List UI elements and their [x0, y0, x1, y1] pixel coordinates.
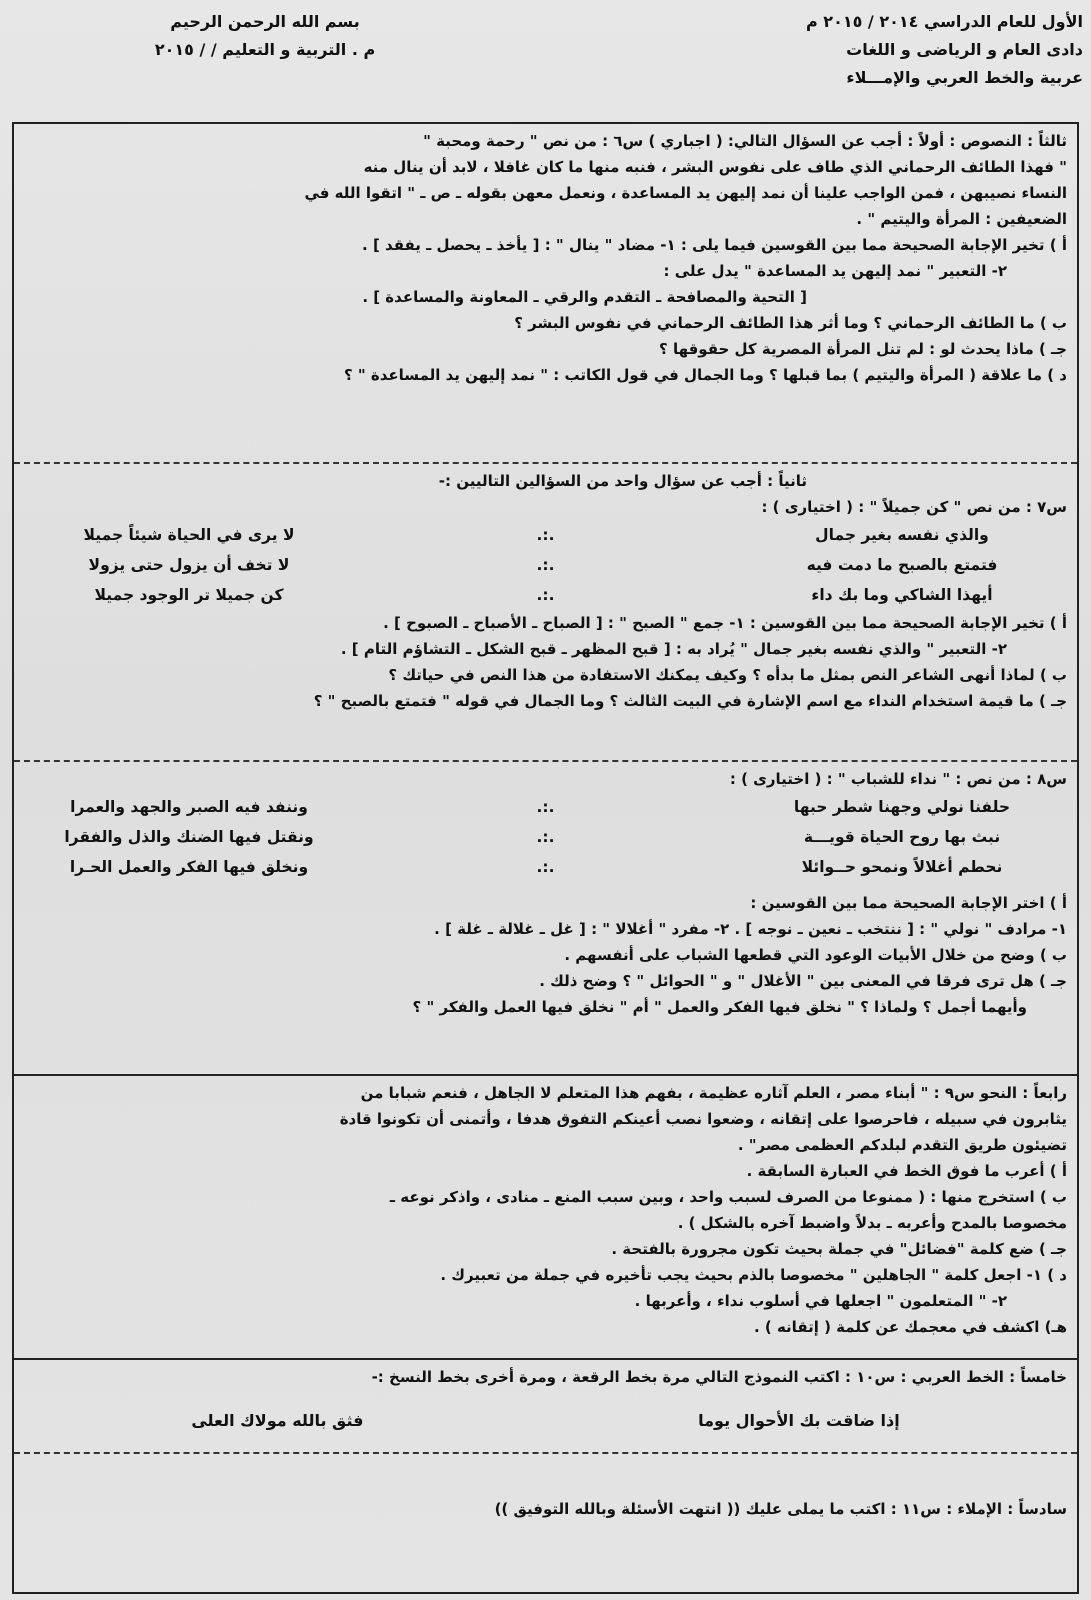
q10-verse-first-half: إذا ضاقت بك الأحوال يوما: [698, 1411, 900, 1430]
header-year-line: الأول للعام الدراسي ٢٠١٤ / ٢٠١٥ م: [806, 12, 1083, 31]
verse-separator: .:.: [536, 858, 555, 876]
q8-item-c: جـ ) هل ترى فرقا في المعنى بين " الأغلال " و " الحوائل " ؟ وضح ذلك .: [539, 972, 1067, 990]
q6-passage-line: النساء نصيبهن ، فمن الواجب علينا أن نمد إليهن يد المساعدة ، ونعمل معهن بقوله ـ ص ـ " اتقوا الله في: [304, 184, 1067, 202]
q7-verses: [24, 520, 1067, 610]
q6-item-c: جـ ) ماذا يحدث لو : لم تنل المرأة المصرية كل حقوقها ؟: [659, 340, 1067, 358]
section-q6: [14, 124, 1077, 460]
q9-item-a: أ ) أعرب ما فوق الخط في العبارة السابقة .: [746, 1162, 1067, 1180]
q9-item-c: جـ ) ضع كلمة "فضائل" في جملة بحيث تكون مجرورة بالفتحة .: [611, 1240, 1067, 1258]
section-q9: [14, 1074, 1077, 1356]
verse-second-half: وننفد فيه الصبر والجهد والعمرا: [70, 798, 308, 816]
verse-separator: .:.: [536, 828, 555, 846]
verse-first-half: نحطم أغلالاً ونمحو حــوائلا: [801, 858, 1003, 876]
verse-first-half: فتمتع بالصبح ما دمت فيه: [806, 556, 998, 574]
verse-first-half: والذي نفسه بغير جمال: [815, 526, 989, 544]
header-right: [523, 8, 1083, 92]
q10-model-verse: [24, 1404, 1067, 1438]
verse-second-half: ونخلق فيها الفكر والعمل الحـرا: [69, 858, 309, 876]
q9-item-d2: ٢- " المتعلمون " اجعلها في أسلوب نداء ، وأعربها .: [634, 1292, 1007, 1310]
q8-item-b: ب ) وضح من خلال الأبيات الوعود التي قطعها الشباب على أنفسهم .: [564, 946, 1067, 964]
q7-item-a: أ ) تخير الإجابة الصحيحة مما بين القوسين : ١- جمع " الصبح " : [ الصباح ـ الأصباح ـ الصبوح ] .: [383, 614, 1067, 632]
header-school-line: دادى العام و الرياضى و اللغات: [846, 40, 1083, 59]
q9-passage-line: تضيئون طريق التقدم لبلدكم العظمى مصر" .: [737, 1136, 1067, 1154]
q8-heading: س٨ : من نص : " نداء للشباب " : ( اختيارى ) :: [729, 770, 1067, 788]
questions-frame: [12, 122, 1079, 1594]
q8-item-a-options: ١- مرادف " نولي " : [ ننتخب ـ نعين ـ نوجه ] . ٢- مفرد " أغلالا " : [ غل ـ غلالة ـ غلة ] .: [434, 920, 1067, 938]
header-subject-line: عربية والخط العربي والإمـــلاء: [846, 68, 1083, 87]
verse-first-half: حلفنا نولي وجهنا شطر حبها: [793, 798, 1011, 816]
header-left: [100, 8, 430, 64]
q7-item-b: ب ) لماذا أنهى الشاعر النص بمثل ما بدأه ؟ وكيف يمكنك الاستفادة من هذا النص في حياتك ؟: [388, 666, 1067, 684]
q6-item-d: د ) ما علاقة ( المرأة واليتيم ) بما قبلها ؟ وما الجمال في قول الكاتب : " نمد إليهن يد المساعدة " ؟: [343, 366, 1067, 384]
q11-heading: سادساً : الإملاء : س١١ : اكتب ما يملى عليك (( انتهت الأسئلة وبالله التوفيق )): [494, 1500, 1067, 1518]
verse-separator: .:.: [536, 798, 555, 816]
section-q8: [14, 760, 1077, 1072]
q6-item-a2-options: [ التحية والمصافحة ـ التقدم والرقي ـ المعاونة والمساعدة ] .: [362, 288, 807, 306]
section-q10: [14, 1358, 1077, 1450]
verse-second-half: لا تخف أن يزول حتى يزولا: [88, 556, 290, 574]
q9-item-b: ب ) استخرج منها : ( ممنوعا من الصرف لسبب واحد ، وبين سبب المنع ـ منادى ، واذكر نوعه ـ: [389, 1188, 1067, 1206]
q6-item-a: أ ) تخير الإجابة الصحيحة مما بين القوسين فيما يلى : ١- مضاد " ينال " : [ يأخذ ـ يحصل ـ يفقد ] .: [362, 236, 1067, 254]
verse-row: [24, 792, 1067, 822]
q9-heading: رابعاً : النحو س٩ : " أبناء مصر ، العلم آثاره عظيمة ، بفهم هذا المتعلم لا الجاهل ، فنعم شبابا من: [360, 1084, 1067, 1102]
verse-first-half: أيهذا الشاكي وما بك داء: [811, 586, 993, 604]
verse-separator: .:.: [536, 526, 555, 544]
verse-second-half: ونقتل فيها الضنك والذل والفقرا: [64, 828, 314, 846]
verse-row: [24, 550, 1067, 580]
directorate-line: م . التربية و التعليم / / ٢٠١٥: [154, 40, 376, 59]
verse-second-half: كن جميلا تر الوجود جميلا: [94, 586, 284, 604]
q9-item-b2: مخصوصا بالمدح وأعربه ـ بدلاً واضبط آخره بالشكل ) .: [677, 1214, 1067, 1232]
section-q7: [14, 462, 1077, 758]
q6-item-b: ب ) ما الطائف الرحماني ؟ وما أثر هذا الطائف الرحماني في نفوس البشر ؟: [514, 314, 1067, 332]
verse-second-half: لا يرى في الحياة شيئاً جميلا: [83, 526, 295, 544]
verse-row: [24, 580, 1067, 610]
q10-heading: خامساً : الخط العربي : س١٠ : اكتب النموذج التالي مرة بخط الرقعة ، ومرة أخرى بخط النسخ :-: [371, 1368, 1067, 1386]
verse-first-half: نبث بها روح الحياة قويـــة: [803, 828, 1001, 846]
verse-row: [24, 520, 1067, 550]
q6-passage-line: الضعيفين : المرأة واليتيم " .: [856, 210, 1067, 228]
q8-verses: [24, 792, 1067, 882]
q6-heading: ثالثاً : النصوص : أولاً : أجب عن السؤال التالي: ( اجباري ) س٦ : من نص " رحمة ومحبة ": [423, 132, 1067, 150]
q7-heading: س٧ : من نص " كن جميلاً " : ( اختيارى ) :: [761, 498, 1067, 516]
q8-item-a: أ ) اختر الإجابة الصحيحة مما بين القوسين :: [750, 894, 1067, 912]
verse-row: [24, 822, 1067, 852]
q8-item-c2: وأيهما أجمل ؟ ولماذا ؟ " نخلق فيها الفكر والعمل " أم " نخلق فيها العمل والفكر " ؟: [412, 998, 1027, 1016]
verse-separator: .:.: [536, 556, 555, 574]
verse-row: [24, 852, 1067, 882]
q7-section-heading: ثانياً : أجب عن سؤال واحد من السؤالين التاليين :-: [438, 472, 807, 490]
q9-item-e: هـ) اكشف في معجمك عن كلمة ( إتقانه ) .: [753, 1318, 1067, 1336]
section-q11: [14, 1452, 1077, 1592]
basmala: بسم الله الرحمن الرحيم: [170, 12, 360, 31]
q9-passage-line: يثابرون في سبيله ، فاحرصوا على إتقانه ، وضعوا نصب أعينكم التفوق هدفا ، وأتمنى أن تكونوا قادة: [339, 1110, 1067, 1128]
q7-item-c: جـ ) ما قيمة استخدام النداء مع اسم الإشارة في البيت الثالث ؟ وما الجمال في قوله " فتمتع بالصبح " ؟: [313, 692, 1067, 710]
q7-item-a2: ٢- التعبير " والذي نفسه بغير جمال " يُراد به : [ قبح المظهر ـ قبح الشكل ـ التشاؤم التام ] .: [340, 640, 1007, 658]
verse-separator: .:.: [536, 586, 555, 604]
q6-item-a2: ٢- التعبير " نمد إليهن يد المساعدة " يدل على :: [663, 262, 1007, 280]
q6-passage-line: " فهذا الطائف الرحماني الذي طاف على نفوس البشر ، فنبه منها ما كان غافلا ، لابد أن ينال منه: [363, 158, 1067, 176]
q10-verse-second-half: فثق بالله مولاك العلى: [191, 1411, 364, 1430]
q9-item-d: د ) ١- اجعل كلمة " الجاهلين " مخصوصا بالذم بحيث يجب تأخيره في جملة من تعبيرك .: [440, 1266, 1067, 1284]
